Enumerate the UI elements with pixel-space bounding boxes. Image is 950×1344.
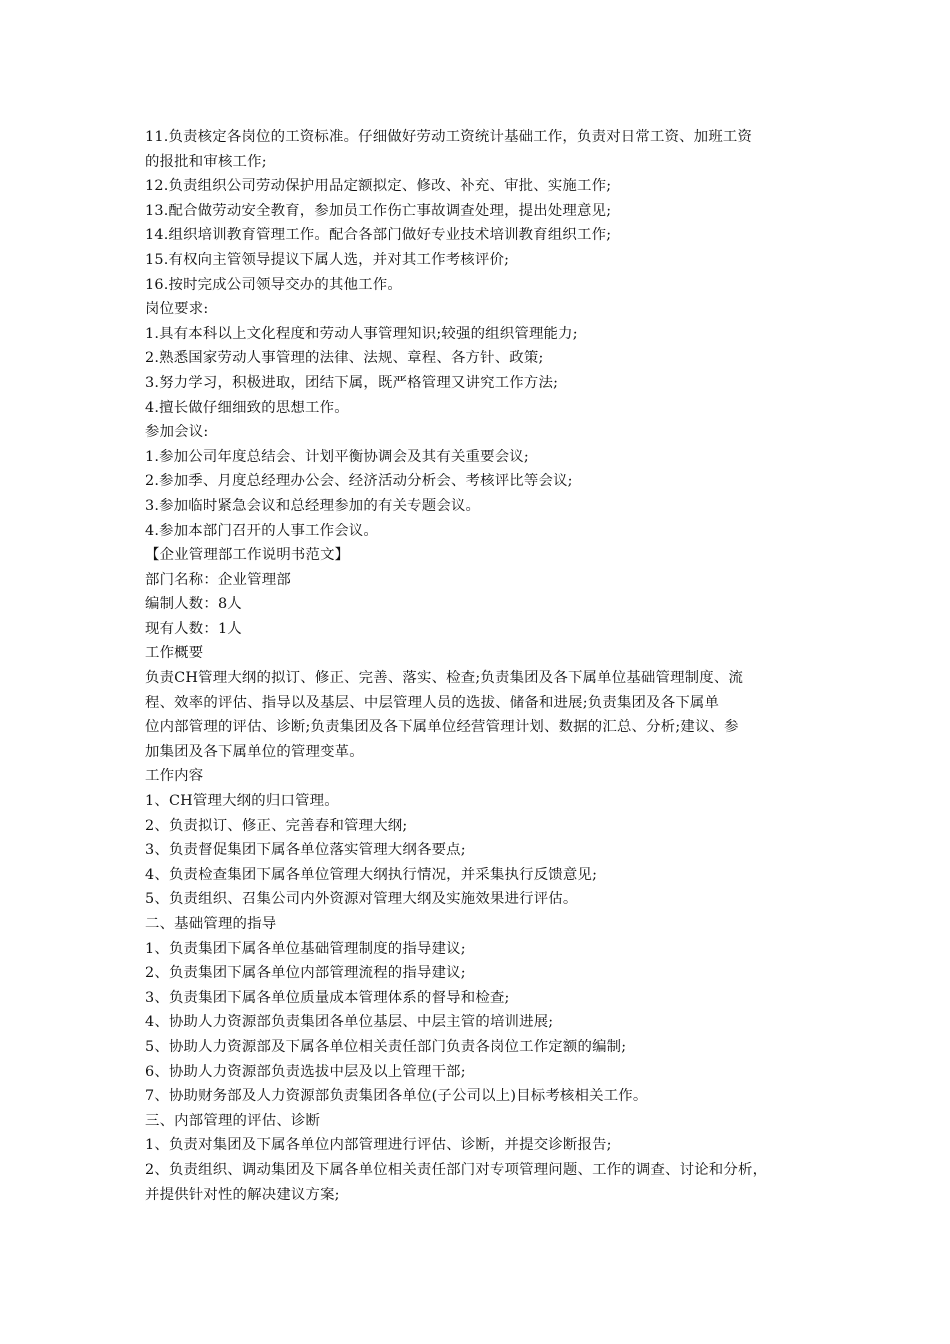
text-line: 程、效率的评估、指导以及基层、中层管理人员的选拔、储备和进展;负责集团及各下属单 [145, 694, 720, 711]
text-line: 参加会议: [145, 424, 209, 441]
text-line: 1.参加公司年度总结会、计划平衡协调会及其有关重要会议; [145, 448, 529, 465]
text-line: 2、负责组织、调动集团及下属各单位相关责任部门对专项管理问题、工作的调查、讨论和分析， [145, 1161, 768, 1178]
text-line: 1、负责对集团及下属各单位内部管理进行评估、诊断，并提交诊断报告; [145, 1137, 612, 1154]
text-line: 三、内部管理的评估、诊断 [145, 1112, 321, 1129]
text-line: 现有人数：1人 [145, 620, 242, 637]
text-line: 12.负责组织公司劳动保护用品定额拟定、修改、补充、审批、实施工作; [145, 178, 612, 195]
text-line: 4.参加本部门召开的人事工作会议。 [145, 522, 378, 539]
text-line: 岗位要求: [145, 301, 209, 318]
text-line: 1.具有本科以上文化程度和劳动人事管理知识;较强的组织管理能力; [145, 325, 578, 342]
text-line: 2、负责集团下属各单位内部管理流程的指导建议; [145, 965, 466, 982]
document-body [145, 125, 815, 1207]
text-line: 工作内容 [145, 768, 204, 785]
text-line: 3.努力学习，积极进取，团结下属，既严格管理又讲究工作方法; [145, 374, 559, 391]
text-line: 4、协助人力资源部负责集团各单位基层、中层主管的培训进展; [145, 1014, 554, 1031]
text-line: 14.组织培训教育管理工作。配合各部门做好专业技术培训教育组织工作; [145, 227, 612, 244]
text-line: 13.配合做劳动安全教育，参加员工作伤亡事故调查处理，提出处理意见; [145, 202, 612, 219]
text-line: 4、负责检查集团下属各单位管理大纲执行情况，并采集执行反馈意见; [145, 866, 598, 883]
text-line: 部门名称：企业管理部 [145, 571, 291, 588]
text-line: 2.熟悉国家劳动人事管理的法律、法规、章程、各方针、政策; [145, 350, 544, 367]
text-line: 2、负责拟订、修正、完善春和管理大纲; [145, 817, 408, 834]
text-line: 6、协助人力资源部负责选拔中层及以上管理干部; [145, 1063, 466, 1080]
text-line: 加集团及各下属单位的管理变革。 [145, 743, 364, 760]
text-line: 7、协助财务部及人力资源部负责集团各单位(子公司以上)目标考核相关工作。 [145, 1088, 648, 1105]
text-line: 3、负责督促集团下属各单位落实管理大纲各要点; [145, 842, 466, 859]
text-line: 1、负责集团下属各单位基础管理制度的指导建议; [145, 940, 466, 957]
text-line: 1、CH管理大纲的归口管理。 [145, 793, 339, 810]
text-line: 并提供针对性的解决建议方案; [145, 1186, 340, 1203]
text-line: 4.擅长做仔细细致的思想工作。 [145, 399, 349, 416]
text-line: 11.负责核定各岗位的工资标准。仔细做好劳动工资统计基础工作，负责对日常工资、加班工资 [145, 129, 753, 145]
text-line: 位内部管理的评估、诊断;负责集团及各下属单位经营管理计划、数据的汇总、分析;建议、参 [145, 719, 739, 736]
text-line: 2.参加季、月度总经理办公会、经济活动分析会、考核评比等会议; [145, 473, 573, 490]
text-line: 15.有权向主管领导提议下属人选，并对其工作考核评价; [145, 251, 510, 268]
text-line: 5、负责组织、召集公司内外资源对管理大纲及实施效果进行评估。 [145, 891, 578, 908]
text-line: 5、协助人力资源部及下属各单位相关责任部门负责各岗位工作定额的编制; [145, 1038, 627, 1055]
text-line: 3.参加临时紧急会议和总经理参加的有关专题会议。 [145, 497, 481, 514]
text-line: 工作概要 [145, 645, 204, 662]
text-line: 的报批和审核工作; [145, 153, 267, 170]
text-line: 3、负责集团下属各单位质量成本管理体系的督导和检查; [145, 989, 510, 1006]
text-line: 【企业管理部工作说明书范文】 [145, 547, 350, 564]
text-line: 16.按时完成公司领导交办的其他工作。 [145, 276, 402, 293]
text-line: 二、基础管理的指导 [145, 916, 277, 932]
text-line: 负责CH管理大纲的拟订、修正、完善、落实、检查;负责集团及各下属单位基础管理制度、流 [145, 670, 744, 687]
text-line: 编制人数：8人 [145, 596, 242, 613]
